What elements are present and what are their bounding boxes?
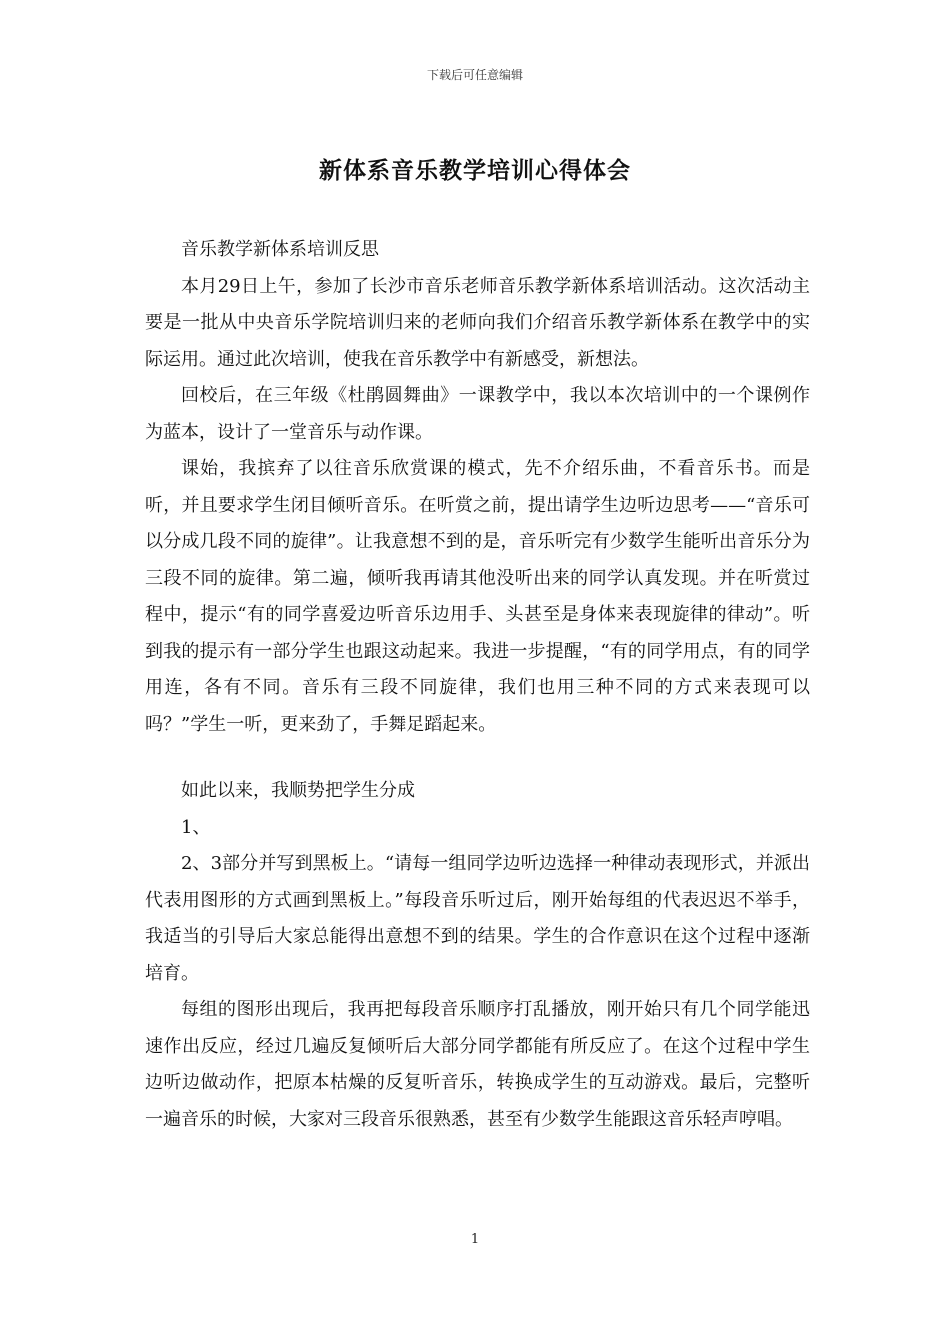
paragraph: 本月29日上午，参加了长沙市音乐老师音乐教学新体系培训活动。这次活动主要是一批从中央音乐学院培训归来的老师向我们介绍音乐教学新体系在教学中的实际运用。通过此次培训，使我在音乐教学中有新感受，新想法。 [145,275,810,370]
section-heading: 音乐教学新体系培训反思 [181,239,379,260]
paragraph: 回校后，在三年级《杜鹃圆舞曲》一课教学中，我以本次培训中的一个课例作为蓝本，设计了一堂音乐与动作课。 [145,385,810,443]
paragraph: 每组的图形出现后，我再把每段音乐顺序打乱播放，刚开始只有几个同学能迅速作出反应，经过几遍反复倾听后大部分同学都能有所反应了。在这个过程中学生边听边做动作，把原本枯燥的反复听音乐，转换成学生的互动游戏。最后，完整听一遍音乐的时候，大家对三段音乐很熟悉，甚至有少数学生能跟这音乐轻声哼唱。 [145,999,810,1130]
document-body [145,232,810,1138]
paragraph: 1、 [181,816,211,838]
page-number: 1 [470,1232,480,1247]
page-header: 下载后可任意编辑 [426,68,523,82]
paragraph: 2、3部分并写到黑板上。“请每一组同学边听边选择一种律动表现形式，并派出代表用图形的方式画到黑板上。”每段音乐听过后，刚开始每组的代表迟迟不举手，我适当的引导后大家总能得出意想不到的结果。学生的合作意识在这个过程中逐渐培育。 [145,853,810,984]
document-title: 新体系音乐教学培训心得体会 [319,157,631,184]
paragraph: 如此以来，我顺势把学生分成 [181,780,415,801]
paragraph: 课始，我摈弃了以往音乐欣赏课的模式，先不介绍乐曲，不看音乐书。而是听，并且要求学生闭目倾听音乐。在听赏之前，提出请学生边听边思考——“音乐可以分成几段不同的旋律”。让我意想不到的是，音乐听完有少数学生能听出音乐分为三段不同的旋律。第二遍，倾听我再请其他没听出来的同学认真发现。并在听赏过程中，提示“有的同学喜爱边听音乐边用手、头甚至是身体来表现旋律的律动”。听到我的提示有一部分学生也跟这动起来。我进一步提醒，“有的同学用点，有的同学用连，各有不同。音乐有三段不同旋律，我们也用三种不同的方式来表现可以吗？”学生一听，更来劲了，手舞足蹈起来。 [145,458,810,735]
